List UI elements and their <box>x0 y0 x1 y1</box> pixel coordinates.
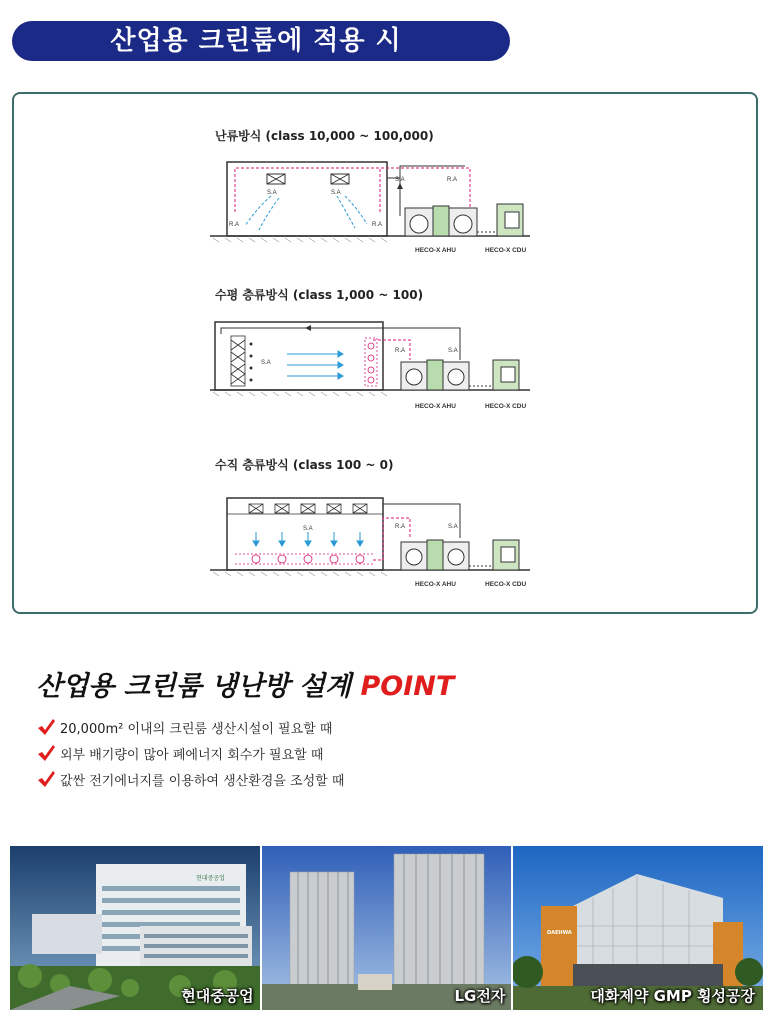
svg-text:R.A: R.A <box>447 177 458 183</box>
room-outline <box>227 162 387 236</box>
photo-caption: 현대중공업 <box>181 987 254 1005</box>
point-list <box>36 714 344 792</box>
check-icon <box>36 717 56 737</box>
point-title <box>36 664 454 703</box>
svg-text:HECO-X AHU: HECO-X AHU <box>415 403 456 410</box>
list-item-text: 20,000m² 이내의 크린룸 생산시설이 필요할 때 <box>60 721 333 737</box>
list-item <box>36 766 344 792</box>
floor-return-grilles <box>235 554 373 564</box>
ahu-unit <box>405 206 477 236</box>
svg-text:S.A: S.A <box>448 524 458 530</box>
check-icon <box>36 769 56 789</box>
svg-text:R.A: R.A <box>395 524 406 530</box>
list-item-text: 값싼 전기에너지를 이용하여 생산환경을 조성할 때 <box>60 773 345 789</box>
diagram-vertical <box>205 488 535 592</box>
photo-caption: LG전자 <box>454 987 506 1005</box>
svg-text:S.A: S.A <box>331 190 341 196</box>
point-title-accent: POINT <box>360 671 455 702</box>
svg-text:R.A: R.A <box>395 348 406 354</box>
hepa-wall <box>231 336 245 386</box>
label-cdu: HECO-X CDU <box>485 247 527 254</box>
ceiling-hepa-filters <box>249 504 367 513</box>
section-title-banner <box>12 21 510 61</box>
label-ahu: HECO-X AHU <box>415 247 456 254</box>
diagram-horizontal <box>205 310 535 418</box>
list-item <box>36 714 344 740</box>
svg-text:S.A: S.A <box>303 526 313 532</box>
diagram-title-horizontal: 수평 층류방식 (class 1,000 ~ 100) <box>215 288 424 302</box>
svg-text:HECO-X AHU: HECO-X AHU <box>415 581 456 588</box>
svg-text:HECO-X CDU: HECO-X CDU <box>485 403 527 410</box>
diagram-title-turbulent: 난류방식 (class 10,000 ~ 100,000) <box>215 129 434 143</box>
return-grille <box>365 338 377 386</box>
svg-text:HECO-X CDU: HECO-X CDU <box>485 581 527 588</box>
photo-lg <box>262 846 512 1010</box>
svg-text:S.A: S.A <box>448 348 458 354</box>
svg-text:R.A: R.A <box>372 222 383 228</box>
svg-text:S.A: S.A <box>261 360 271 366</box>
diagram-title-vertical: 수직 층류방식 (class 100 ~ 0) <box>215 458 394 472</box>
cdu-unit <box>497 204 523 236</box>
photo-hyundai <box>10 846 260 1010</box>
list-item-text: 외부 배기량이 많아 폐에너지 회수가 필요할 때 <box>60 747 324 763</box>
label-sa-room: S.A <box>267 190 277 196</box>
svg-text:R.A: R.A <box>229 222 240 228</box>
check-icon <box>36 743 56 763</box>
reference-photos <box>10 846 763 1010</box>
diagram-turbulent <box>205 148 535 258</box>
building-sign: DAEHWA <box>547 930 573 936</box>
point-title-prefix: 산업용 크린룸 냉난방 설계 <box>36 671 361 702</box>
photo-caption: 대화제약 GMP 횡성공장 <box>590 987 756 1005</box>
svg-text:S.A: S.A <box>395 177 405 183</box>
section-title: 산업용 크린룸에 적용 시 <box>110 26 402 56</box>
list-item <box>36 740 344 766</box>
building-sign: 현대중공업 <box>196 875 225 882</box>
photo-daehwa <box>513 846 763 1010</box>
ground-hatch <box>213 238 387 242</box>
